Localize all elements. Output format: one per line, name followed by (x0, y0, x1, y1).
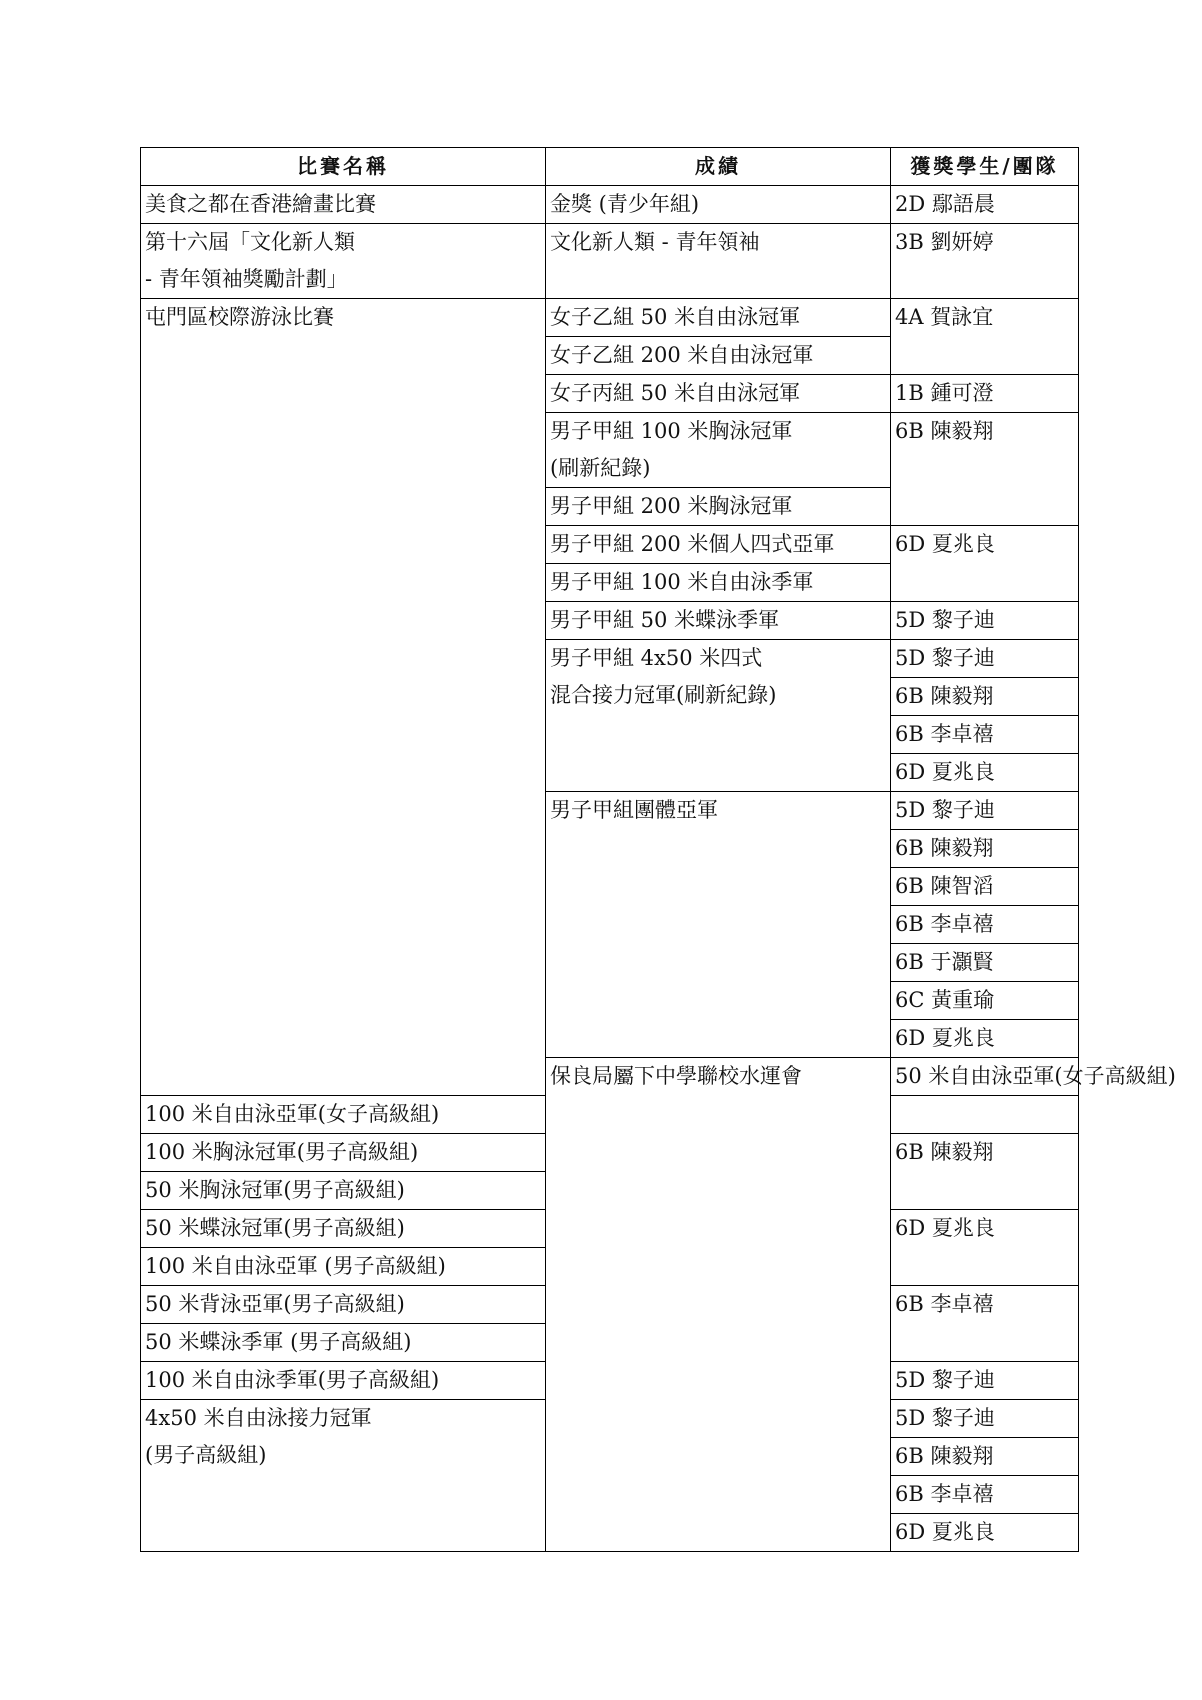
competition-line: - 青年領袖獎勵計劃」 (145, 267, 348, 291)
student-cell: 6C 黃重瑜 (891, 982, 1079, 1020)
competition-cell: 保良局屬下中學聯校水運會 (546, 1058, 891, 1552)
result-line: (男子高級組) (145, 1443, 267, 1467)
result-cell: 100 米胸泳冠軍(男子高級組) (141, 1134, 546, 1172)
student-cell: 5D 黎子迪 (891, 640, 1079, 678)
result-line: 混合接力冠軍(刷新紀錄) (550, 683, 777, 707)
result-cell: 男子甲組 200 米個人四式亞軍 (546, 526, 891, 564)
student-cell: 6D 夏兆良 (891, 1514, 1079, 1552)
result-line: 男子甲組 100 米胸泳冠軍 (550, 419, 793, 443)
competition-line: 第十六屆「文化新人類 (145, 230, 355, 254)
student-cell: 6D 夏兆良 (891, 754, 1079, 792)
result-cell (546, 640, 891, 792)
result-cell: 男子甲組團體亞軍 (546, 792, 891, 1058)
student-cell: 6D 夏兆良 (891, 526, 1079, 602)
student-cell: 4A 賀詠宜 (891, 299, 1079, 375)
student-cell: 1B 鍾可澄 (891, 375, 1079, 413)
result-cell: 50 米胸泳冠軍(男子高級組) (141, 1172, 546, 1210)
student-cell: 5D 黎子迪 (891, 792, 1079, 830)
result-cell (546, 413, 891, 488)
student-cell: 2D 鄢語晨 (891, 186, 1079, 224)
student-cell: 6B 李卓禧 (891, 1476, 1079, 1514)
result-cell: 50 米背泳亞軍(男子高級組) (141, 1286, 546, 1324)
student-cell: 6B 陳毅翔 (891, 413, 1079, 526)
header-result: 成績 (546, 148, 891, 186)
student-cell: 6B 李卓禧 (891, 906, 1079, 944)
student-cell: 3B 劉妍婷 (891, 224, 1079, 299)
result-cell: 女子乙組 200 米自由泳冠軍 (546, 337, 891, 375)
student-cell: 6D 夏兆良 (891, 1210, 1079, 1286)
awards-table (140, 147, 1176, 1552)
student-cell: 6B 陳毅翔 (891, 678, 1079, 716)
competition-cell: 屯門區校際游泳比賽 (141, 299, 546, 1096)
table-row (141, 299, 1079, 337)
result-cell: 男子甲組 50 米蝶泳季軍 (546, 602, 891, 640)
result-cell: 女子乙組 50 米自由泳冠軍 (546, 299, 891, 337)
header-row (141, 148, 1079, 186)
result-line: (刷新紀錄) (550, 456, 651, 480)
table-row (141, 224, 1079, 299)
result-cell: 金獎 (青少年組) (546, 186, 891, 224)
student-cell: 6B 陳智滔 (891, 868, 1079, 906)
student-cell: 6B 于灝賢 (891, 944, 1079, 982)
student-cell: 6B 李卓禧 (891, 716, 1079, 754)
result-cell (141, 1400, 546, 1552)
student-cell: 6B 陳毅翔 (891, 1134, 1079, 1210)
competition-cell: 美食之都在香港繪畫比賽 (141, 186, 546, 224)
result-line: 男子甲組 4x50 米四式 (550, 646, 763, 670)
competition-cell (141, 224, 546, 299)
result-cell: 男子甲組 100 米自由泳季軍 (546, 564, 891, 602)
student-cell: 5D 黎子迪 (891, 1362, 1079, 1400)
student-cell: 6B 陳毅翔 (891, 1438, 1079, 1476)
result-cell: 50 米自由泳亞軍(女子高級組) (891, 1058, 1079, 1096)
student-cell: 5D 黎子迪 (891, 602, 1079, 640)
result-line: 4x50 米自由泳接力冠軍 (145, 1406, 372, 1430)
result-cell: 女子丙組 50 米自由泳冠軍 (546, 375, 891, 413)
student-cell: 6D 夏兆良 (891, 1020, 1079, 1058)
result-cell: 50 米蝶泳季軍 (男子高級組) (141, 1324, 546, 1362)
table-row (141, 186, 1079, 224)
result-cell: 100 米自由泳亞軍 (男子高級組) (141, 1248, 546, 1286)
result-cell: 100 米自由泳季軍(男子高級組) (141, 1362, 546, 1400)
result-cell: 男子甲組 200 米胸泳冠軍 (546, 488, 891, 526)
student-cell: 6B 陳毅翔 (891, 830, 1079, 868)
result-cell: 文化新人類 - 青年領袖 (546, 224, 891, 299)
result-cell: 100 米自由泳亞軍(女子高級組) (141, 1096, 546, 1134)
header-competition: 比賽名稱 (141, 148, 546, 186)
student-cell: 5D 黎子迪 (891, 1400, 1079, 1438)
header-students: 獲獎學生/團隊 (891, 148, 1079, 186)
student-cell: 6B 李卓禧 (891, 1286, 1079, 1362)
result-cell: 50 米蝶泳冠軍(男子高級組) (141, 1210, 546, 1248)
